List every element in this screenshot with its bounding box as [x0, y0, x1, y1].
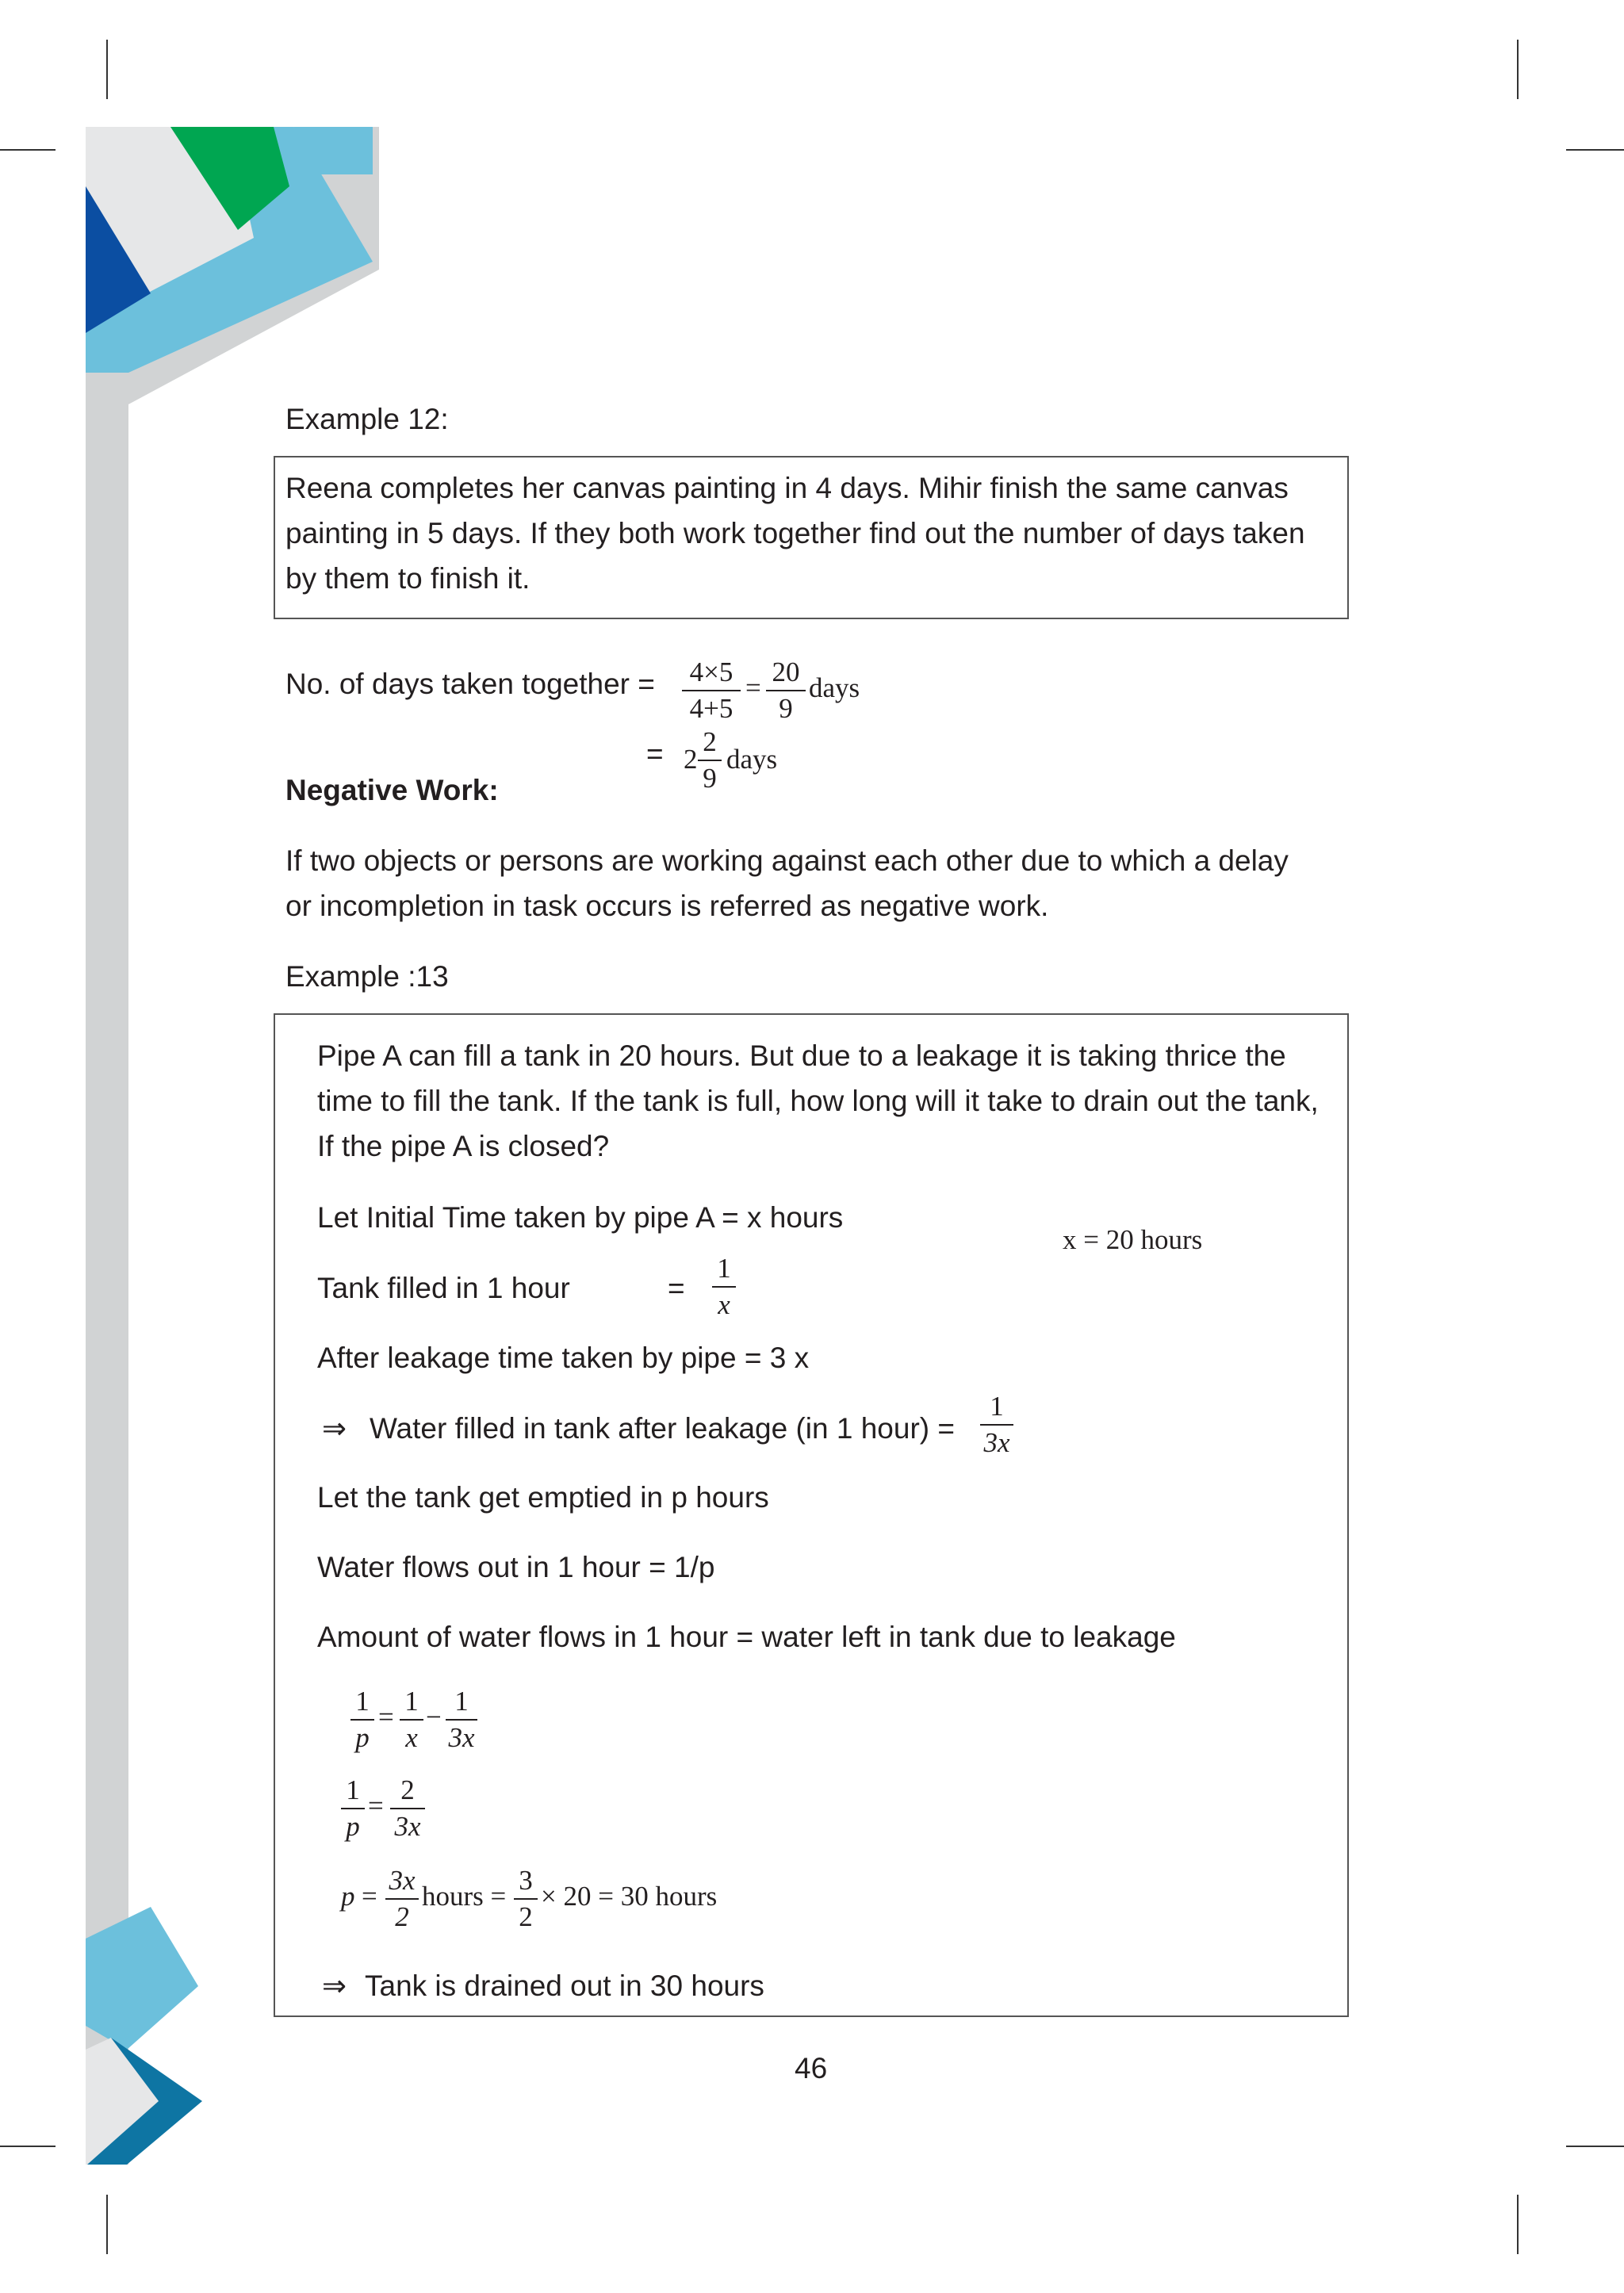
fraction: 1 3x — [446, 1684, 477, 1755]
fraction: 2 9 — [698, 725, 722, 796]
x-value: x = 20 hours — [1063, 1224, 1203, 1255]
implies-arrow: ⇒ — [322, 1970, 347, 2002]
unit-days: days — [726, 744, 778, 775]
example13-problem-line: Pipe A can fill a tank in 20 hours. But due to a leakage it is taking thrice the — [317, 1039, 1286, 1072]
example13-problem-line: time to fill the tank. If the tank is full, how long will it take to drain out the tank, — [317, 1085, 1319, 1117]
tank-filled-label: Tank filled in 1 hour — [317, 1272, 570, 1304]
let-initial-time: Let Initial Time taken by pipe A = x hours — [317, 1201, 844, 1234]
fraction: 3 2 — [514, 1863, 538, 1935]
amount-line: Amount of water flows in 1 hour = water left in tank due to leakage — [317, 1621, 1176, 1653]
equals-sign: = — [362, 1881, 377, 1912]
negative-work-heading: Negative Work: — [285, 774, 499, 806]
negative-work-line: If two objects or persons are working against each other due to which a delay — [285, 844, 1289, 877]
eq3-rest: × 20 = 30 hours — [541, 1881, 718, 1912]
example12-problem-line: Reena completes her canvas painting in 4 days. Mihir finish the same canvas — [285, 472, 1289, 504]
mixed-whole: 2 — [684, 744, 698, 775]
flows-out-line: Water flows out in 1 hour = 1/p — [317, 1551, 715, 1583]
conclusion: Tank is drained out in 30 hours — [365, 1970, 764, 2002]
fraction: 1 p — [350, 1684, 374, 1755]
fraction: 3x 2 — [385, 1863, 419, 1935]
fraction: 1 p — [341, 1773, 365, 1844]
equals-sign: = — [378, 1702, 394, 1732]
equals-sign: = — [745, 672, 761, 703]
minus-sign: − — [426, 1702, 442, 1732]
fraction: 1 x — [712, 1251, 736, 1323]
let-p-line: Let the tank get emptied in p hours — [317, 1481, 769, 1514]
implies-arrow: ⇒ — [322, 1412, 347, 1445]
unit-days: days — [809, 672, 860, 703]
fraction: 2 3x — [390, 1773, 425, 1844]
equals-sign: = — [368, 1790, 384, 1821]
negative-work-line: or incompletion in task occurs is referred as negative work. — [285, 890, 1049, 922]
hours-equals: hours = — [422, 1881, 507, 1912]
example12-solution-label: No. of days taken together = — [285, 668, 655, 700]
fraction: 1 x — [400, 1684, 423, 1755]
equals-sign: = — [646, 737, 664, 770]
example12-problem-line: by them to finish it. — [285, 562, 530, 595]
example13-title: Example :13 — [285, 960, 449, 993]
water-filled-label: Water filled in tank after leakage (in 1 hour) = — [370, 1412, 955, 1445]
equals-sign: = — [668, 1272, 685, 1304]
example13-problem-line: If the pipe A is closed? — [317, 1130, 610, 1162]
fraction: 20 9 — [766, 655, 806, 726]
page-number: 46 — [795, 2052, 828, 2084]
fraction: 4×5 4+5 — [682, 655, 741, 726]
fraction: 1 3x — [980, 1389, 1013, 1460]
example12-title: Example 12: — [285, 403, 449, 435]
example12-problem-line: painting in 5 days. If they both work together find out the number of days taken — [285, 517, 1305, 549]
after-leakage-line: After leakage time taken by pipe = 3 x — [317, 1342, 810, 1374]
variable-p: p — [341, 1881, 355, 1912]
